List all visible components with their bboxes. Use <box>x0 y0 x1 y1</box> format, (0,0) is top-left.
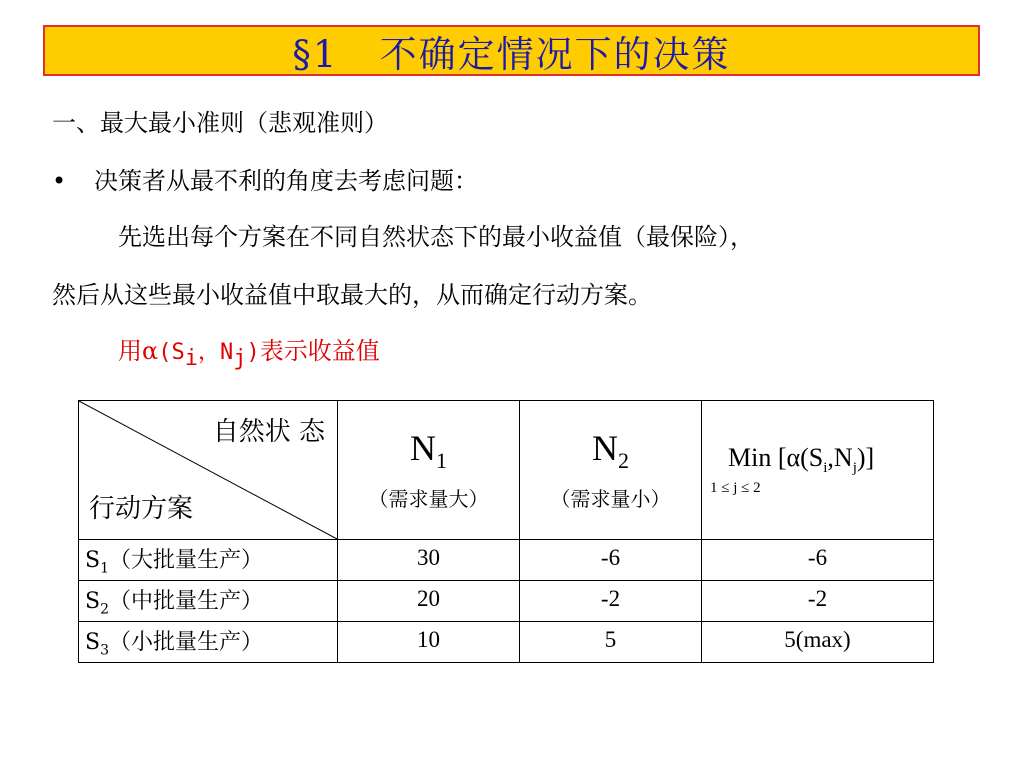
table-header-row <box>79 401 934 540</box>
section-heading: 一、最大最小准则（悲观准则） <box>52 109 388 137</box>
payoff-table <box>78 400 934 663</box>
bullet-text: 决策者从最不利的角度去考虑问题： <box>94 167 478 195</box>
payoff-notation-note <box>118 336 380 374</box>
note-sub-i: i <box>184 345 198 371</box>
bullet-marker: • <box>52 167 67 195</box>
n1-letter: N <box>410 427 436 468</box>
table-row <box>79 622 934 663</box>
table-row <box>79 540 934 581</box>
row-label-text: （中批量生产） <box>109 589 264 615</box>
bullet-line <box>52 166 478 196</box>
n2-letter: N <box>592 427 618 468</box>
n2-sub: 2 <box>618 448 629 474</box>
corner-top-label: 自然状 态 <box>212 417 325 447</box>
cell-s1-n2: -6 <box>520 540 702 581</box>
cell-s2-n2: -2 <box>520 581 702 622</box>
row-label-text: （小批量生产） <box>109 630 264 656</box>
body-line-2: 然后从这些最小收益值中取最大的，从而确定行动方案。 <box>52 281 652 309</box>
row-label-s1 <box>79 540 338 581</box>
body-line-1: 先选出每个方案在不同自然状态下的最小收益值（最保险）， <box>118 223 754 251</box>
cell-s1-n1: 30 <box>338 540 520 581</box>
min-range: 1 ≤ j ≤ 2 <box>710 479 761 496</box>
cell-s2-min: -2 <box>702 581 934 622</box>
cell-s3-min: 5(max) <box>702 622 934 663</box>
cell-s2-n1: 20 <box>338 581 520 622</box>
min-header <box>702 401 934 540</box>
row-s-letter: S <box>85 630 101 656</box>
state-header-n2 <box>520 401 702 540</box>
row-label-s2 <box>79 581 338 622</box>
corner-bottom-label: 行动方案 <box>89 494 194 524</box>
row-s-letter: S <box>85 548 101 574</box>
min-sub-j: j <box>852 460 857 477</box>
state-header-n1 <box>338 401 520 540</box>
slide-title: §1 不确定情况下的决策 <box>292 32 731 76</box>
row-label-text: （大批量生产） <box>109 548 264 574</box>
cell-s1-min: -6 <box>702 540 934 581</box>
min-post: )] <box>856 443 875 473</box>
note-close: ) <box>246 340 260 365</box>
note-sub-j: j <box>233 345 247 371</box>
min-mid: ,N <box>827 443 853 473</box>
note-pre: 用 <box>118 337 142 365</box>
n1-sub: 1 <box>436 448 447 474</box>
min-sub-i: i <box>823 460 828 477</box>
n1-desc: （需求量大） <box>368 487 489 512</box>
table-row <box>79 581 934 622</box>
row-label-s3 <box>79 622 338 663</box>
note-post: 表示收益值 <box>259 337 380 365</box>
title-banner <box>43 25 980 76</box>
cell-s3-n1: 10 <box>338 622 520 663</box>
corner-cell <box>79 401 338 540</box>
alpha-symbol: α <box>142 337 159 365</box>
note-open: (S <box>158 340 185 365</box>
note-comma: ，N <box>197 340 234 365</box>
row-s-letter: S <box>85 589 101 615</box>
min-pre: Min [α(S <box>728 443 824 473</box>
row-s-sub: 1 <box>100 560 109 577</box>
row-s-sub: 3 <box>100 642 109 659</box>
row-s-sub: 2 <box>100 601 109 618</box>
cell-s3-n2: 5 <box>520 622 702 663</box>
n2-desc: （需求量小） <box>550 487 671 512</box>
